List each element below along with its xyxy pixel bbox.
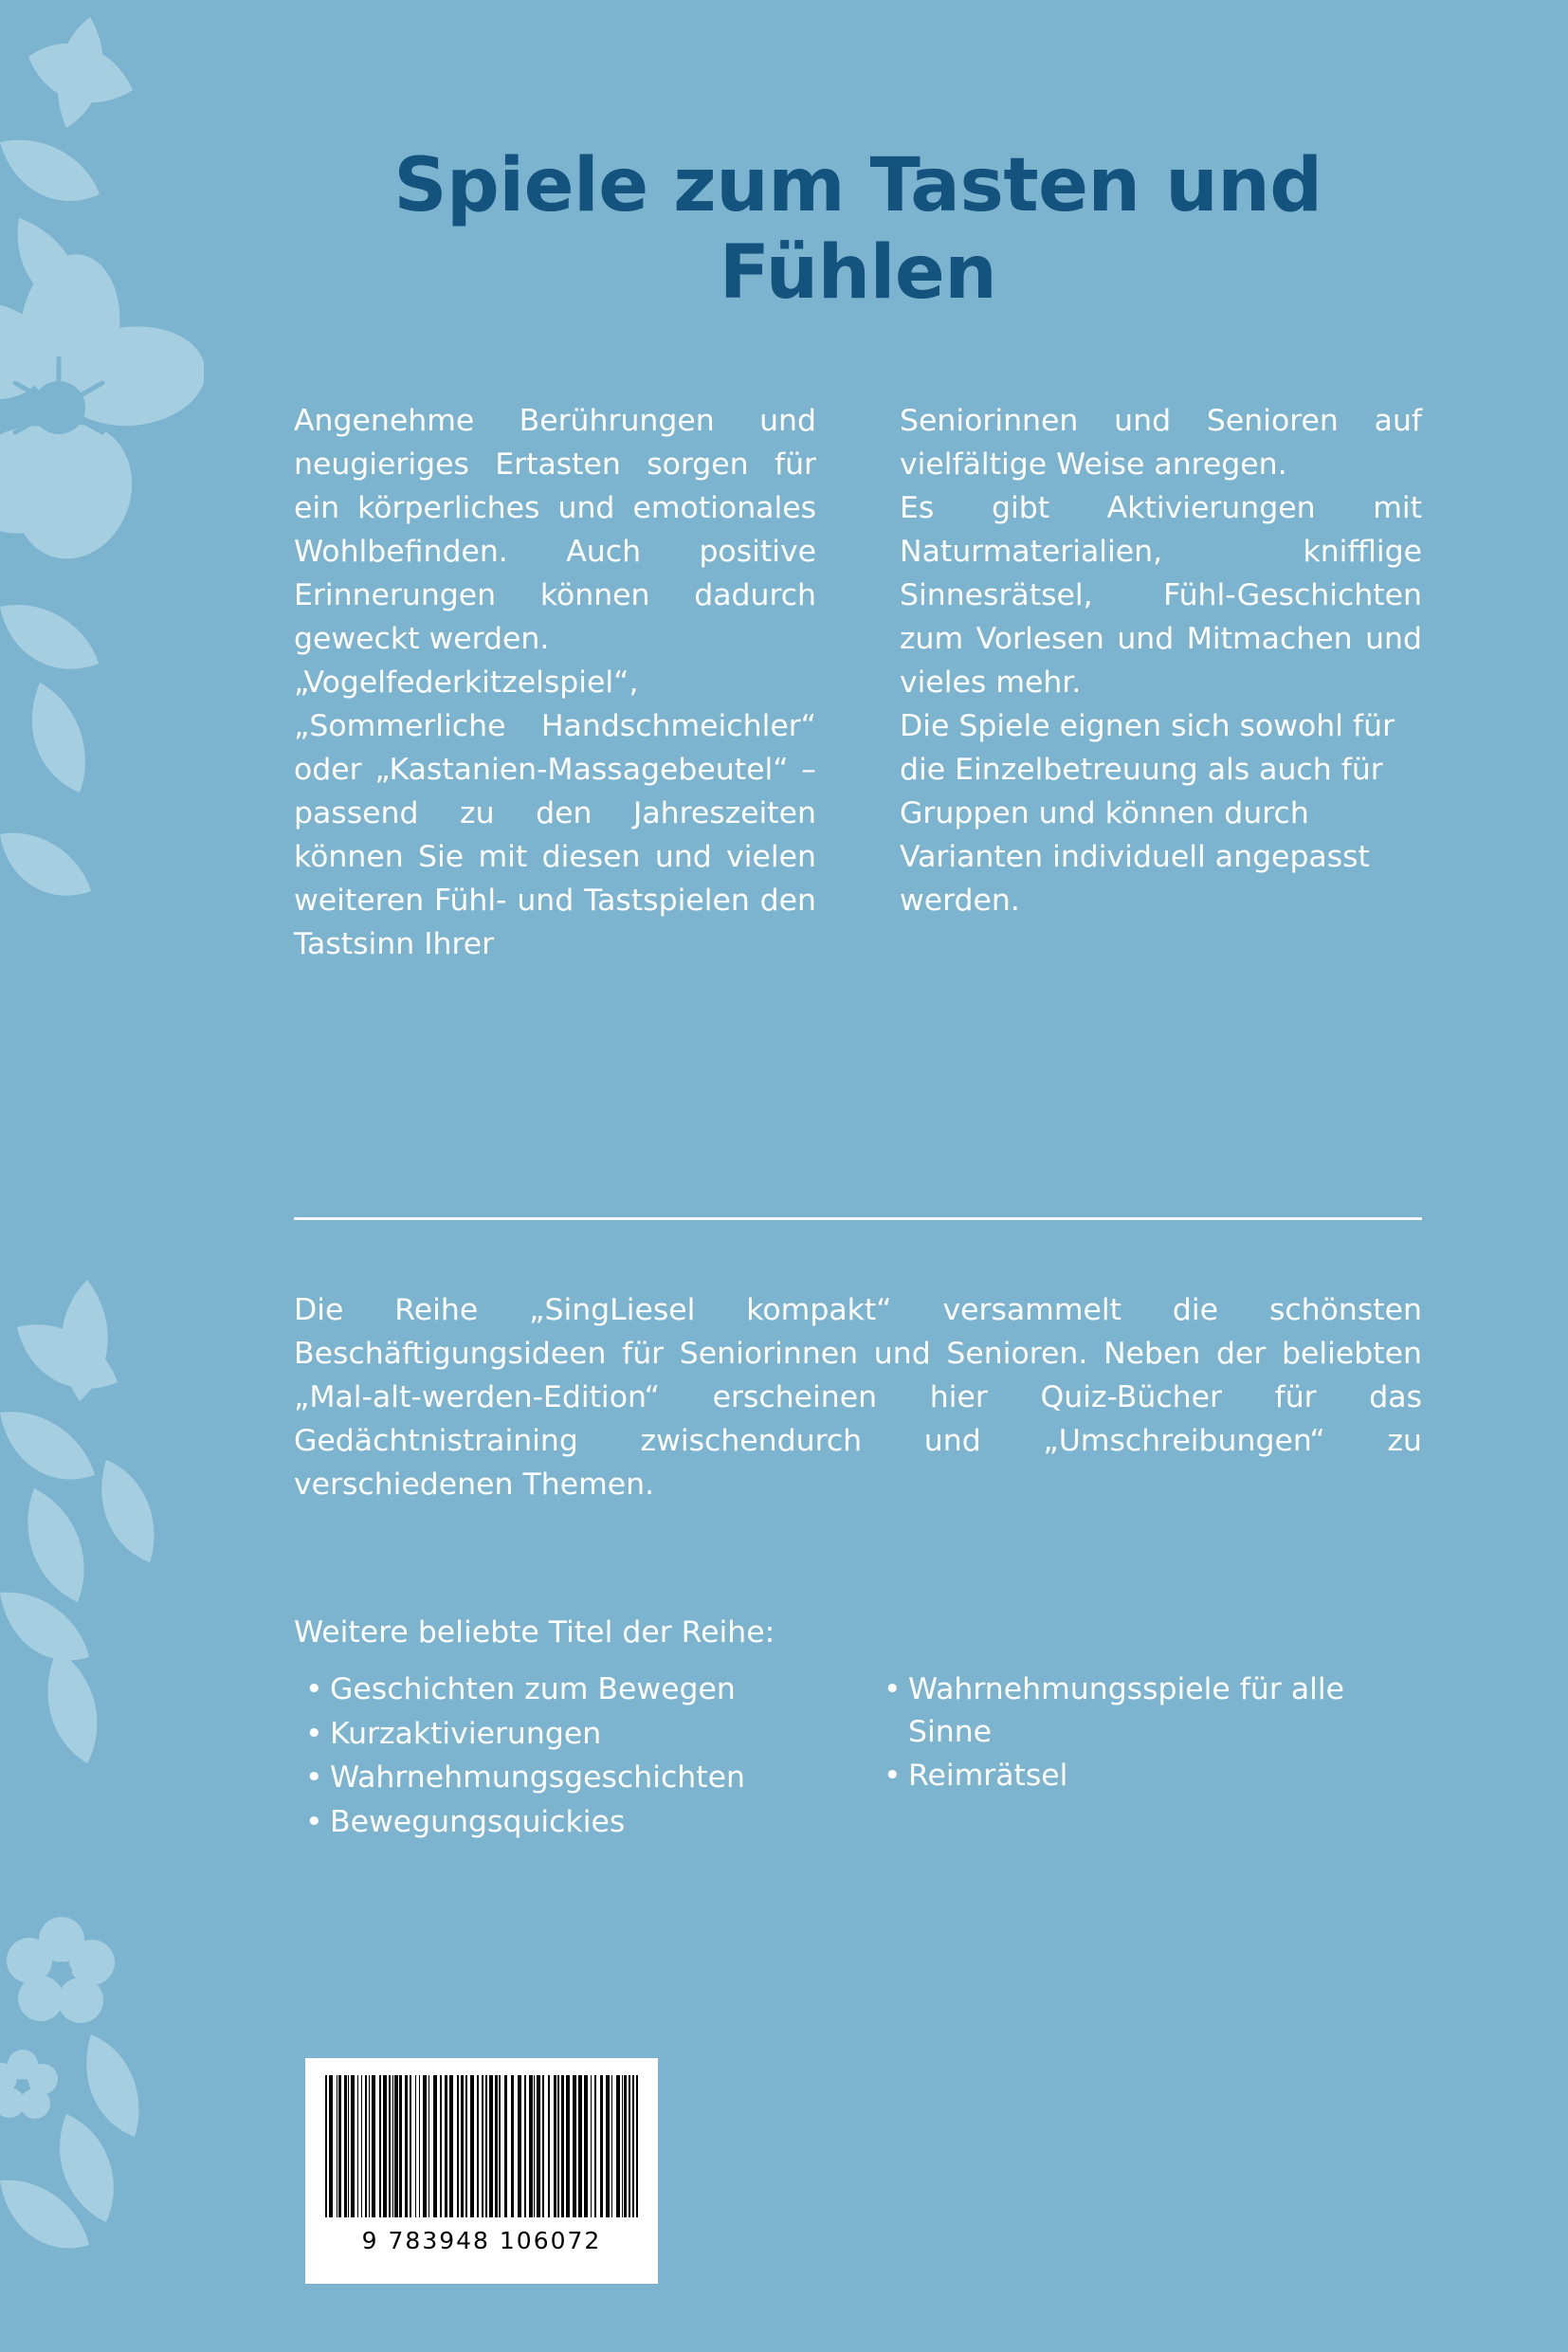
blurb-column-right (900, 400, 1422, 967)
blurb-paragraph: „Vogelfederkitzelspiel“, „Sommerliche Handschmeichler“ oder „Kastanien-Massagebeutel“ – passend zu den Jahreszeiten können Sie mit diesen und vielen weiteren Fühl- und Tastspielen den Tastsinn Ihrer (294, 665, 816, 961)
barcode (305, 2058, 658, 2284)
cover-content (294, 142, 1431, 967)
barcode-bars (325, 2075, 638, 2217)
more-titles-heading: Weitere beliebte Titel der Reihe: (294, 1615, 775, 1650)
page-title: Spiele zum Tasten und Fühlen (393, 143, 1322, 317)
list-item: • Kurzaktivierungen (294, 1713, 844, 1756)
more-titles-lists (294, 1668, 1422, 1846)
list-item: • Geschichten zum Bewegen (294, 1668, 844, 1711)
list-item: • Wahrnehmungsspiele für alle Sinne (872, 1668, 1422, 1753)
list-item: • Reimrätsel (872, 1755, 1422, 1797)
series-description-text: Die Reihe „SingLiesel kompakt“ versammelt die schönsten Beschäftigungsideen für Seniorinnen und Senioren. Neben der beliebten „Mal-alt-werden-Edition“ erscheinen hier Quiz-Bücher für das Gedächtnistraining zwischendurch und „Umschreibungen“ zu verschiedenen Themen. (294, 1293, 1422, 1502)
series-description (294, 1289, 1422, 1507)
blurb-column-left (294, 400, 816, 967)
list-item: • Bewegungsquickies (294, 1801, 844, 1844)
blurb-paragraph: Es gibt Aktivierungen mit Naturmaterialien, knifflige Sinnesrätsel, Fühl-Geschichten zum Vorlesen und Mitmachen und vieles mehr. (900, 491, 1422, 700)
more-titles-column-right (872, 1668, 1422, 1846)
floral-decoration (0, 0, 204, 2352)
more-titles-column-left (294, 1668, 844, 1846)
blurb-paragraph: Angenehme Berührungen und neugieriges Ertasten sorgen für ein körperliches und emotionales Wohlbefinden. Auch positive Erinnerungen können dadurch geweckt werden. (294, 404, 816, 656)
blurb-columns (294, 400, 1422, 967)
blurb-paragraph: Die Spiele eignen sich sowohl für die Einzelbetreuung als auch für Gruppen und können durch Varianten individuell angepasst werden. (900, 708, 1395, 918)
divider (294, 1217, 1422, 1220)
blurb-paragraph: Seniorinnen und Senioren auf vielfältige Weise anregen. (900, 404, 1422, 483)
barcode-number: 9 783948 106072 (361, 2227, 602, 2254)
list-item: • Wahrnehmungsgeschichten (294, 1757, 844, 1799)
